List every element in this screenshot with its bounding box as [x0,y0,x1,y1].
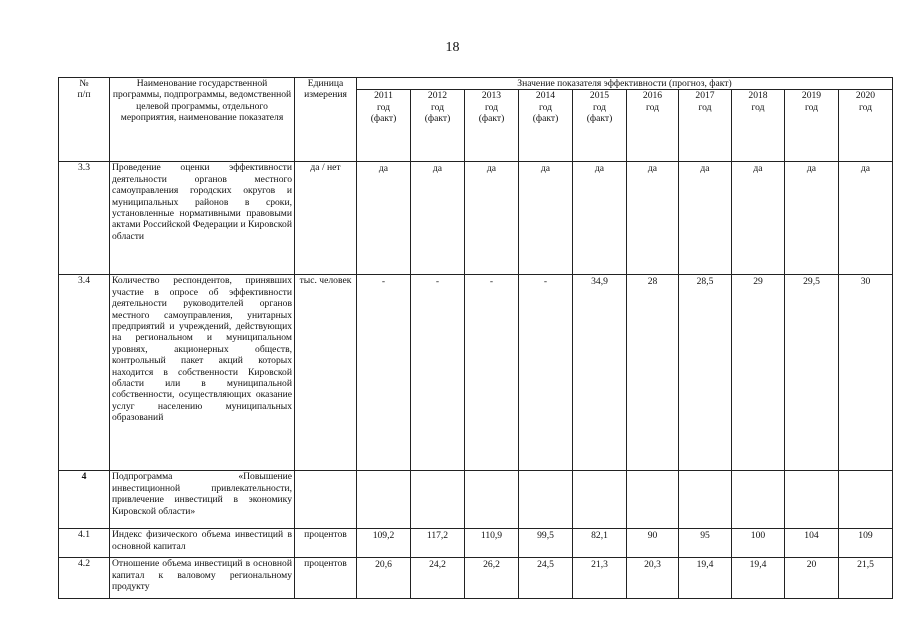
value-cell: 29,5 [785,275,839,471]
header-year-2020: 2020 год [839,90,893,162]
header-year-2018: 2018 год [732,90,785,162]
value-cell: 82,1 [573,529,627,558]
value-cell [679,471,732,529]
value-cell: 30 [839,275,893,471]
table-row [59,558,893,599]
value-cell: 99,5 [519,529,573,558]
value-cell: 110,9 [465,529,519,558]
row-number: 4 [59,471,110,529]
value-cell: - [519,275,573,471]
value-cell: 109,2 [357,529,411,558]
row-number: 3.4 [59,275,110,471]
value-cell: 29 [732,275,785,471]
value-cell: да [732,162,785,275]
value-cell: 21,3 [573,558,627,599]
value-cell: да [785,162,839,275]
header-year-2013: 2013 год (факт) [465,90,519,162]
page-number: 18 [445,40,460,55]
value-cell [465,471,519,529]
table-row-subprogram [59,471,893,529]
header-year-2019: 2019 год [785,90,839,162]
header-year-2014: 2014 год (факт) [519,90,573,162]
row-name: Проведение оценки эффективности деятельности органов местного самоуправления городских округов и муниципальных районов в сроки, установленные нормативными правовыми актами Российской Федерации и Кировской области [110,162,295,275]
row-unit [295,471,357,529]
value-cell: 34,9 [573,275,627,471]
value-cell: - [465,275,519,471]
value-cell [573,471,627,529]
header-year-2016: 2016 год [627,90,679,162]
value-cell: да [465,162,519,275]
header-year-2012: 2012 год (факт) [411,90,465,162]
row-unit: процентов [295,529,357,558]
value-cell [627,471,679,529]
value-cell: 100 [732,529,785,558]
value-cell [839,471,893,529]
value-cell: да [679,162,732,275]
row-number: 4.2 [59,558,110,599]
row-name: Индекс физического объема инвестиций в основной капитал [110,529,295,558]
header-year-2017: 2017 год [679,90,732,162]
header-name: Наименование государственной программы, подпрограммы, ведомственной целевой программы, отдельного мероприятия, наименование показателя [110,78,295,162]
row-number: 3.3 [59,162,110,275]
value-cell: 104 [785,529,839,558]
value-cell: да [519,162,573,275]
row-unit: да / нет [295,162,357,275]
row-unit: тыс. человек [295,275,357,471]
value-cell: 28,5 [679,275,732,471]
row-number: 4.1 [59,529,110,558]
value-cell: да [411,162,465,275]
value-cell: 24,2 [411,558,465,599]
value-cell: 20,6 [357,558,411,599]
value-cell: 20 [785,558,839,599]
efficiency-indicators-table [58,77,893,599]
table-row [59,162,893,275]
value-cell: да [357,162,411,275]
value-cell [732,471,785,529]
value-cell [519,471,573,529]
row-name: Подпрограмма «Повышение инвестиционной привлекательности, привлечение инвестиций в экономику Кировской области» [110,471,295,529]
value-cell [785,471,839,529]
value-cell: 117,2 [411,529,465,558]
value-cell: - [357,275,411,471]
value-cell: 19,4 [679,558,732,599]
header-year-2011: 2011 год (факт) [357,90,411,162]
value-cell: 20,3 [627,558,679,599]
value-cell: 109 [839,529,893,558]
value-cell: да [627,162,679,275]
value-cell: 26,2 [465,558,519,599]
value-cell: - [411,275,465,471]
value-cell [357,471,411,529]
value-cell: 19,4 [732,558,785,599]
header-number: № п/п [59,78,110,162]
header-unit: Единица измерения [295,78,357,162]
value-cell [411,471,465,529]
value-cell: 24,5 [519,558,573,599]
row-unit: процентов [295,558,357,599]
header-year-2015: 2015 год (факт) [573,90,627,162]
header-row-1 [59,78,893,90]
table-row [59,275,893,471]
value-cell: да [573,162,627,275]
row-name: Отношение объема инвестиций в основной капитал к валовому региональному продукту [110,558,295,599]
value-cell: 28 [627,275,679,471]
value-cell: да [839,162,893,275]
table-row [59,529,893,558]
row-name: Количество респондентов, принявших участие в опросе об эффективности деятельности руководителей органов местного самоуправления, унитарных предприятий и учреждений, действующих на региональном и муниципальном уровнях, акционерных обществ, контрольный пакет акций которых находится в собственности Кировской области или в муниципальной собственности, осуществляющих оказание услуг населению муниципальных образований [110,275,295,471]
value-cell: 21,5 [839,558,893,599]
value-cell: 90 [627,529,679,558]
value-cell: 95 [679,529,732,558]
header-value-group: Значение показателя эффективности (прогноз, факт) [357,78,893,90]
